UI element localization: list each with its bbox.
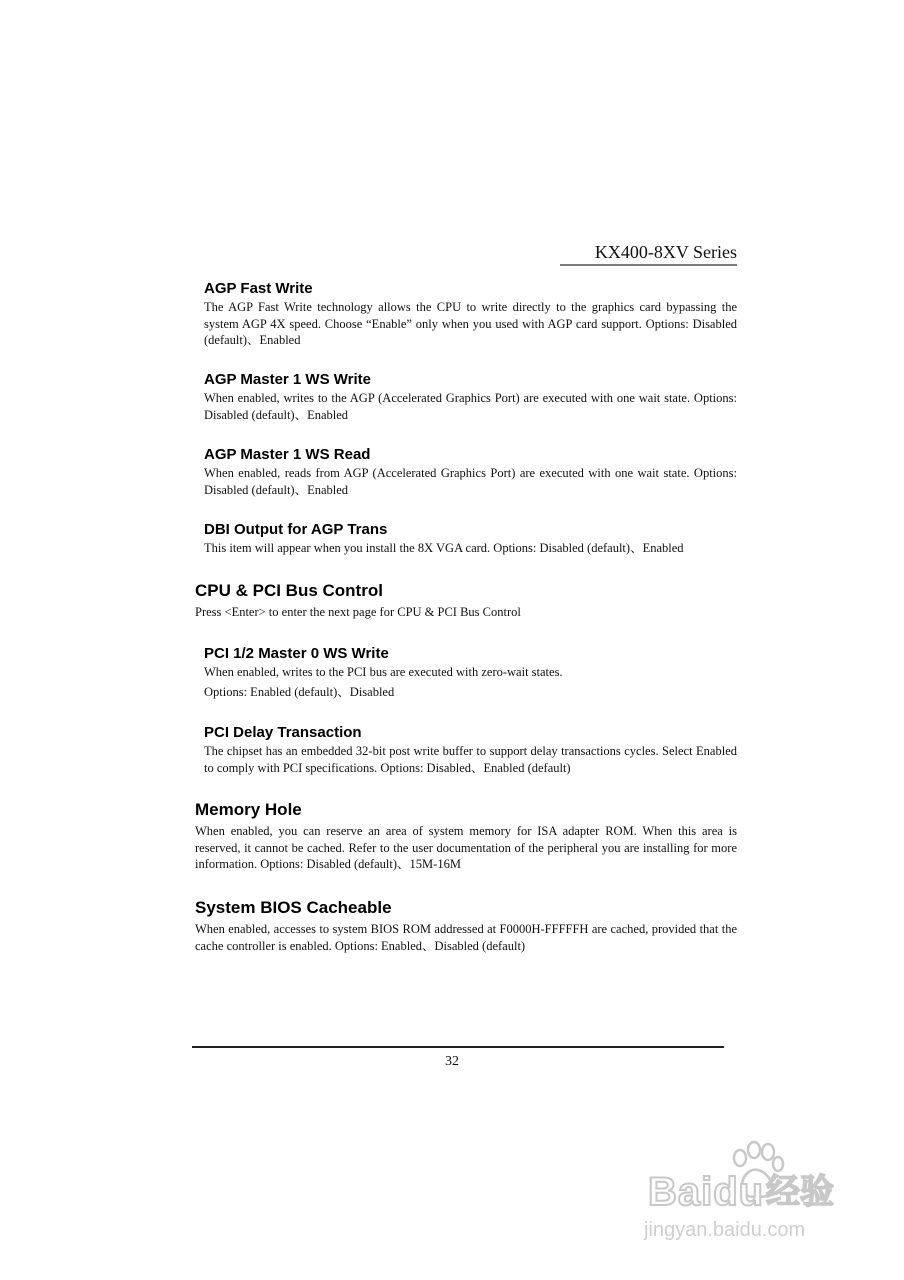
section-body: Press <Enter> to enter the next page for CPU & PCI Bus Control — [195, 605, 521, 619]
section-body: When enabled, you can reserve an area of system memory for ISA adapter ROM. When this area is reserved, it cannot be cached. Refer to the user documentation of the peripheral you are installing for more information. Options: Disabled (default)、15M-16M — [195, 824, 737, 871]
section-body: The chipset has an embedded 32-bit post write buffer to support delay transactions cycles. Select Enabled to comply with PCI specifications. Options: Disabled、Enabled (default) — [204, 744, 737, 775]
section-system-bios-cacheable — [195, 897, 737, 954]
section-body: When enabled, writes to the AGP (Accelerated Graphics Port) are executed with one wait state. Options: Disabled (default)、Enabled — [204, 391, 737, 422]
section-title: Memory Hole — [195, 800, 302, 819]
series-header: KX400-8XV Series — [560, 241, 737, 266]
watermark-brand: Baidu — [648, 1170, 765, 1214]
section-pci-delay-transaction — [204, 724, 737, 776]
section-body: This item will appear when you install the 8X VGA card. Options: Disabled (default)、Enabled — [204, 541, 684, 555]
section-title: DBI Output for AGP Trans — [204, 521, 388, 538]
section-title: AGP Fast Write — [204, 280, 313, 297]
watermark-chinese: 经验 — [766, 1172, 834, 1212]
section-title: PCI 1/2 Master 0 WS Write — [204, 645, 389, 662]
section-body: When enabled, reads from AGP (Accelerated Graphics Port) are executed with one wait state. Options: Disabled (default)、Enabled — [204, 466, 737, 497]
page-number: 32 — [445, 1054, 459, 1069]
section-dbi-output — [204, 521, 737, 557]
section-agp-fast-write — [204, 280, 737, 349]
section-agp-master-ws-write — [204, 371, 737, 423]
watermark-url: jingyan.baidu.com — [644, 1219, 806, 1241]
section-title: PCI Delay Transaction — [204, 724, 362, 741]
section-cpu-pci-bus-control — [195, 580, 737, 621]
section-body: When enabled, writes to the PCI bus are executed with zero-wait states. — [204, 665, 563, 679]
section-body: The AGP Fast Write technology allows the CPU to write directly to the graphics card bypassing the system AGP 4X speed. Choose “Enable” only when you used with AGP card support. Options: Disabled (default)、Enabled — [204, 300, 737, 347]
footer-rule — [192, 1046, 724, 1048]
section-title: System BIOS Cacheable — [195, 898, 392, 917]
section-options: Options: Enabled (default)、Disabled — [204, 684, 395, 699]
section-body: When enabled, accesses to system BIOS ROM addressed at F0000H-FFFFFH are cached, provided that the cache controller is enabled. Options: Enabled、Disabled (default) — [195, 922, 737, 953]
section-memory-hole — [195, 799, 737, 873]
baidu-watermark — [640, 1140, 860, 1250]
section-pci-master-ws-write — [204, 645, 737, 700]
section-agp-master-ws-read — [204, 446, 737, 498]
section-title: AGP Master 1 WS Read — [204, 446, 371, 463]
section-title: AGP Master 1 WS Write — [204, 371, 371, 388]
section-title: CPU & PCI Bus Control — [195, 581, 383, 600]
